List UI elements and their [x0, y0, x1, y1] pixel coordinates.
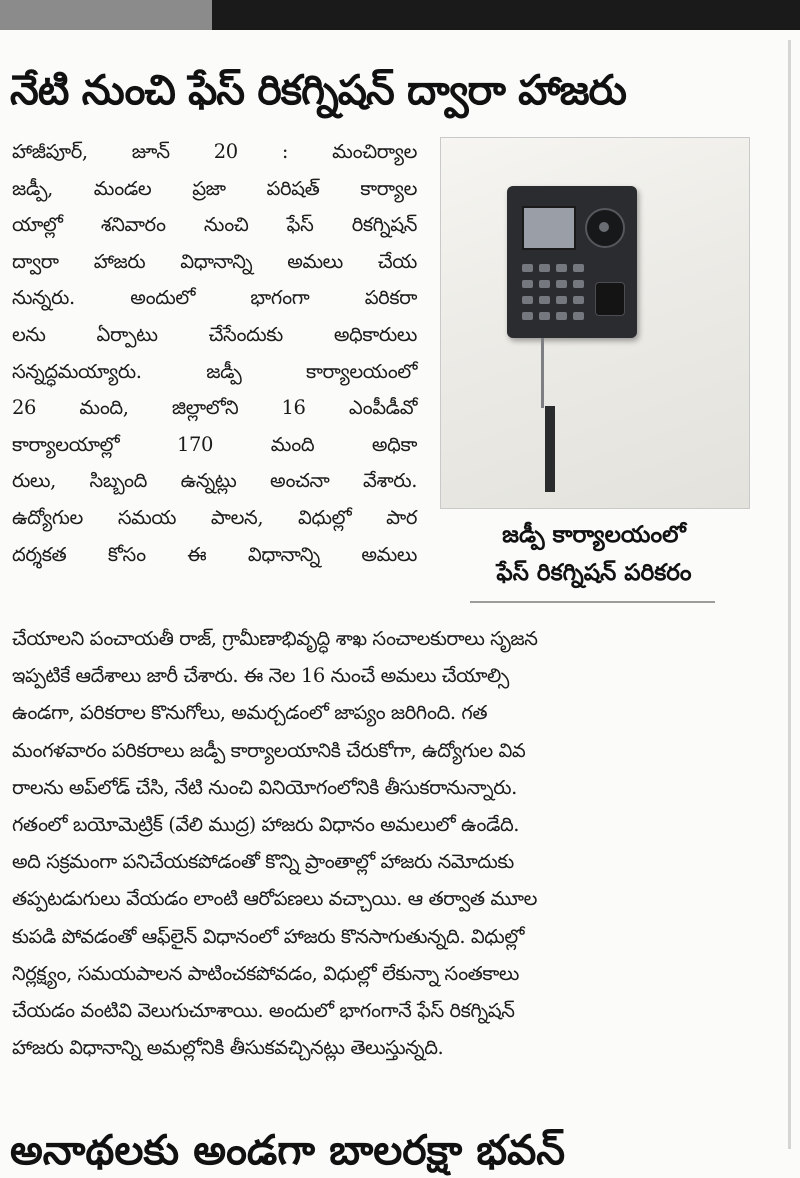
- body-line: రాలను అప్‌లోడ్ చేసి, నేటి నుంచి వినియోగంలోనికి తీసుకరానున్నారు.: [12, 775, 517, 799]
- body-line: హాజరు విధానాన్ని అమల్లోనికి తీసుకవచ్చినట్లు తెలుస్తున్నది.: [12, 1036, 444, 1060]
- photo-caption: [440, 516, 748, 592]
- intro-line: 26 మంది, జిల్లాలోని 16 ఎంపీడీవో: [12, 396, 417, 420]
- device-cable-plug: [545, 406, 555, 492]
- intro-line: లను ఏర్పాటు చేసేందుకు అధికారులు: [12, 322, 417, 346]
- intro-line: ద్వారా హాజరు విధానాన్ని అమలు చేయ: [12, 249, 417, 273]
- article-photo: [440, 137, 750, 509]
- device-camera: [585, 208, 625, 248]
- column-edge: [788, 40, 791, 1149]
- device-screen: [522, 206, 576, 250]
- intro-line: హాజీపూర్, జూన్ 20 : మంచిర్యాల: [12, 140, 417, 163]
- camera-lens: [599, 222, 609, 232]
- intro-line: ఉద్యోగుల సమయ పాలన, విధుల్లో పార: [12, 505, 417, 529]
- intro-line: యాల్లో శనివారం నుంచి ఫేస్ రికగ్నిషన్: [12, 213, 417, 237]
- masthead-bar-black: [212, 0, 800, 30]
- intro-line: సన్నద్ధమయ్యారు. జడ్పీ కార్యాలయంలో: [12, 359, 417, 383]
- body-line: అది సక్రమంగా పనిచేయకపోడంతో కొన్ని ప్రాంతాల్లో హాజరు నమోదుకు: [12, 850, 514, 874]
- intro-line: జడ్పీ, మండల ప్రజా పరిషత్ కార్యాల: [12, 176, 417, 200]
- intro-column: [12, 134, 417, 573]
- body-line: ఉండగా, పరికరాల కొనుగోలు, అమర్చడంలో జాప్యం జరిగింది. గత: [12, 701, 488, 725]
- intro-line: దర్శకత కోసం ఈ విధానాన్ని అమలు: [12, 542, 417, 566]
- body-line: చేయడం వంటివి వెలుగుచూశాయి. అందులో భాగంగానే ఫేస్ రికగ్నిషన్: [12, 999, 515, 1023]
- fingerprint-sensor: [595, 282, 625, 316]
- device-keypad: [522, 264, 586, 324]
- body-line: కుపడి పోవడంతో ఆఫ్‌లైన్ విధానంలో హాజరు కొనసాగుతున్నది. విధుల్లో: [12, 924, 524, 948]
- photo-caption-line: ఫేస్ రికగ్నిషన్ పరికరం: [496, 560, 692, 586]
- next-article-headline: అనాథలకు అండగా బాలరక్షా భవన్: [10, 1126, 566, 1174]
- photo-caption-line: జడ్పీ కార్యాలయంలో: [502, 522, 686, 548]
- article-headline: నేటి నుంచి ఫేస్ రికగ్నిషన్ ద్వారా హాజరు: [10, 66, 626, 114]
- caption-divider: [470, 601, 715, 603]
- masthead-bar-grey: [0, 0, 212, 30]
- intro-line: నున్నరు. అందులో భాగంగా పరికరా: [12, 286, 417, 310]
- device-cable: [541, 338, 544, 408]
- face-recognition-device: [507, 186, 637, 338]
- body-line: మంగళవారం పరికరాలు జడ్పీ కార్యాలయానికి చేరుకోగా, ఉద్యోగుల వివ: [12, 738, 526, 762]
- intro-line: రులు, సిబ్బంది ఉన్నట్లు అంచనా వేశారు.: [12, 469, 417, 493]
- masthead-bar: [0, 0, 800, 30]
- body-line: తప్పటడుగులు వేయడం లాంటి ఆరోపణలు వచ్చాయి. ఆ తర్వాత మూల: [12, 887, 537, 911]
- intro-line: కార్యాలయాల్లో 170 మంది అధికా: [12, 432, 417, 456]
- body-line: గతంలో బయోమెట్రిక్ (వేలి ముద్ర) హాజరు విధానం అమలులో ఉండేది.: [12, 813, 520, 837]
- body-column: [12, 620, 777, 1066]
- body-line: ఇప్పటికే ఆదేశాలు జారీ చేశారు. ఈ నెల 16 నుంచే అమలు చేయాల్సి: [12, 664, 509, 688]
- body-line: నిర్లక్ష్యం, సమయపాలన పాటించకపోవడం, విధుల్లో లేకున్నా సంతకాలు: [12, 961, 519, 985]
- body-line: చేయాలని పంచాయతీ రాజ్, గ్రామీణాభివృద్ధి శాఖ సంచాలకురాలు సృజన: [12, 627, 538, 650]
